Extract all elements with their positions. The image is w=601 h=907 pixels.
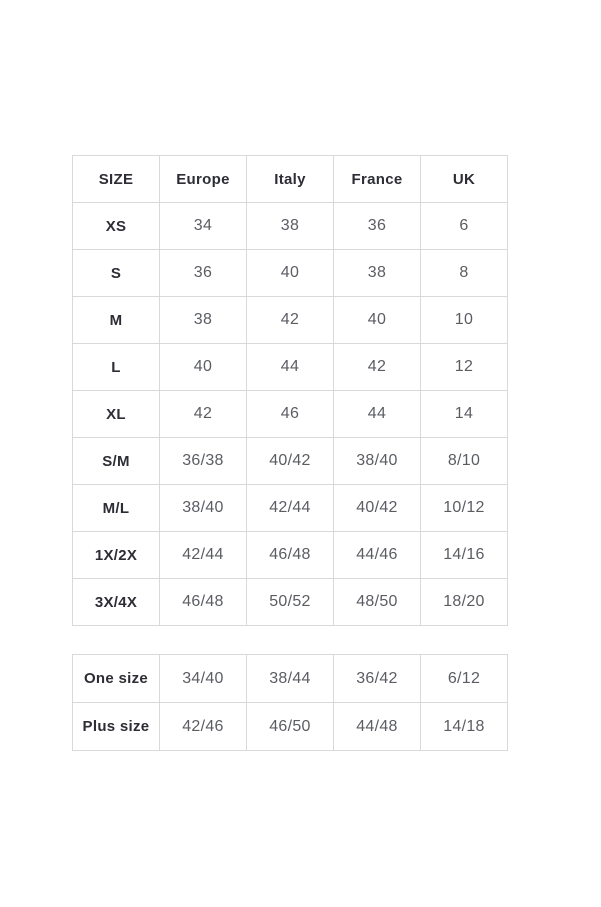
table-row bbox=[73, 703, 508, 751]
size-value-cell: 42/44 bbox=[160, 532, 247, 579]
table-row bbox=[73, 344, 508, 391]
size-label: L bbox=[73, 344, 160, 391]
size-value-cell: 36/42 bbox=[334, 655, 421, 703]
size-value-cell: 8/10 bbox=[421, 438, 508, 485]
column-header: UK bbox=[421, 156, 508, 203]
size-chart bbox=[72, 155, 508, 751]
size-value-cell: 38 bbox=[160, 297, 247, 344]
size-label: S bbox=[73, 250, 160, 297]
size-label: XL bbox=[73, 391, 160, 438]
onesize-table-body bbox=[73, 655, 508, 751]
size-value-cell: 46 bbox=[247, 391, 334, 438]
size-value-cell: 40 bbox=[160, 344, 247, 391]
size-value-cell: 40/42 bbox=[247, 438, 334, 485]
size-value-cell: 38/44 bbox=[247, 655, 334, 703]
size-value-cell: 50/52 bbox=[247, 579, 334, 626]
size-value-cell: 42 bbox=[334, 344, 421, 391]
table-row bbox=[73, 203, 508, 250]
size-value-cell: 44 bbox=[334, 391, 421, 438]
size-value-cell: 6/12 bbox=[421, 655, 508, 703]
table-row bbox=[73, 250, 508, 297]
table-row bbox=[73, 532, 508, 579]
size-value-cell: 10 bbox=[421, 297, 508, 344]
size-value-cell: 34 bbox=[160, 203, 247, 250]
size-value-cell: 44/48 bbox=[334, 703, 421, 751]
size-label: 1X/2X bbox=[73, 532, 160, 579]
size-label: One size bbox=[73, 655, 160, 703]
size-value-cell: 40/42 bbox=[334, 485, 421, 532]
size-value-cell: 46/48 bbox=[160, 579, 247, 626]
size-label: M bbox=[73, 297, 160, 344]
size-value-cell: 42/46 bbox=[160, 703, 247, 751]
table-row bbox=[73, 438, 508, 485]
size-conversion-table bbox=[72, 155, 508, 626]
size-value-cell: 42/44 bbox=[247, 485, 334, 532]
size-value-cell: 8 bbox=[421, 250, 508, 297]
size-value-cell: 14 bbox=[421, 391, 508, 438]
size-value-cell: 42 bbox=[160, 391, 247, 438]
table-row bbox=[73, 655, 508, 703]
size-value-cell: 44/46 bbox=[334, 532, 421, 579]
table-header-row bbox=[73, 156, 508, 203]
size-value-cell: 34/40 bbox=[160, 655, 247, 703]
table-row bbox=[73, 579, 508, 626]
size-value-cell: 6 bbox=[421, 203, 508, 250]
table-row bbox=[73, 485, 508, 532]
size-table-body bbox=[73, 203, 508, 626]
onesize-plussize-table bbox=[72, 654, 508, 751]
table-row bbox=[73, 391, 508, 438]
size-value-cell: 38/40 bbox=[334, 438, 421, 485]
size-value-cell: 36 bbox=[160, 250, 247, 297]
size-value-cell: 40 bbox=[247, 250, 334, 297]
size-value-cell: 44 bbox=[247, 344, 334, 391]
size-value-cell: 18/20 bbox=[421, 579, 508, 626]
size-value-cell: 42 bbox=[247, 297, 334, 344]
table-row bbox=[73, 297, 508, 344]
column-header: Europe bbox=[160, 156, 247, 203]
size-label: M/L bbox=[73, 485, 160, 532]
size-value-cell: 10/12 bbox=[421, 485, 508, 532]
size-label: Plus size bbox=[73, 703, 160, 751]
size-label: 3X/4X bbox=[73, 579, 160, 626]
size-value-cell: 14/18 bbox=[421, 703, 508, 751]
size-value-cell: 36/38 bbox=[160, 438, 247, 485]
size-value-cell: 46/50 bbox=[247, 703, 334, 751]
column-header: Italy bbox=[247, 156, 334, 203]
size-value-cell: 36 bbox=[334, 203, 421, 250]
size-value-cell: 48/50 bbox=[334, 579, 421, 626]
size-value-cell: 12 bbox=[421, 344, 508, 391]
size-label: S/M bbox=[73, 438, 160, 485]
size-value-cell: 38 bbox=[247, 203, 334, 250]
size-value-cell: 46/48 bbox=[247, 532, 334, 579]
size-value-cell: 38 bbox=[334, 250, 421, 297]
size-value-cell: 40 bbox=[334, 297, 421, 344]
size-table-header bbox=[73, 156, 508, 203]
size-value-cell: 14/16 bbox=[421, 532, 508, 579]
column-header: France bbox=[334, 156, 421, 203]
column-header: SIZE bbox=[73, 156, 160, 203]
size-label: XS bbox=[73, 203, 160, 250]
size-value-cell: 38/40 bbox=[160, 485, 247, 532]
